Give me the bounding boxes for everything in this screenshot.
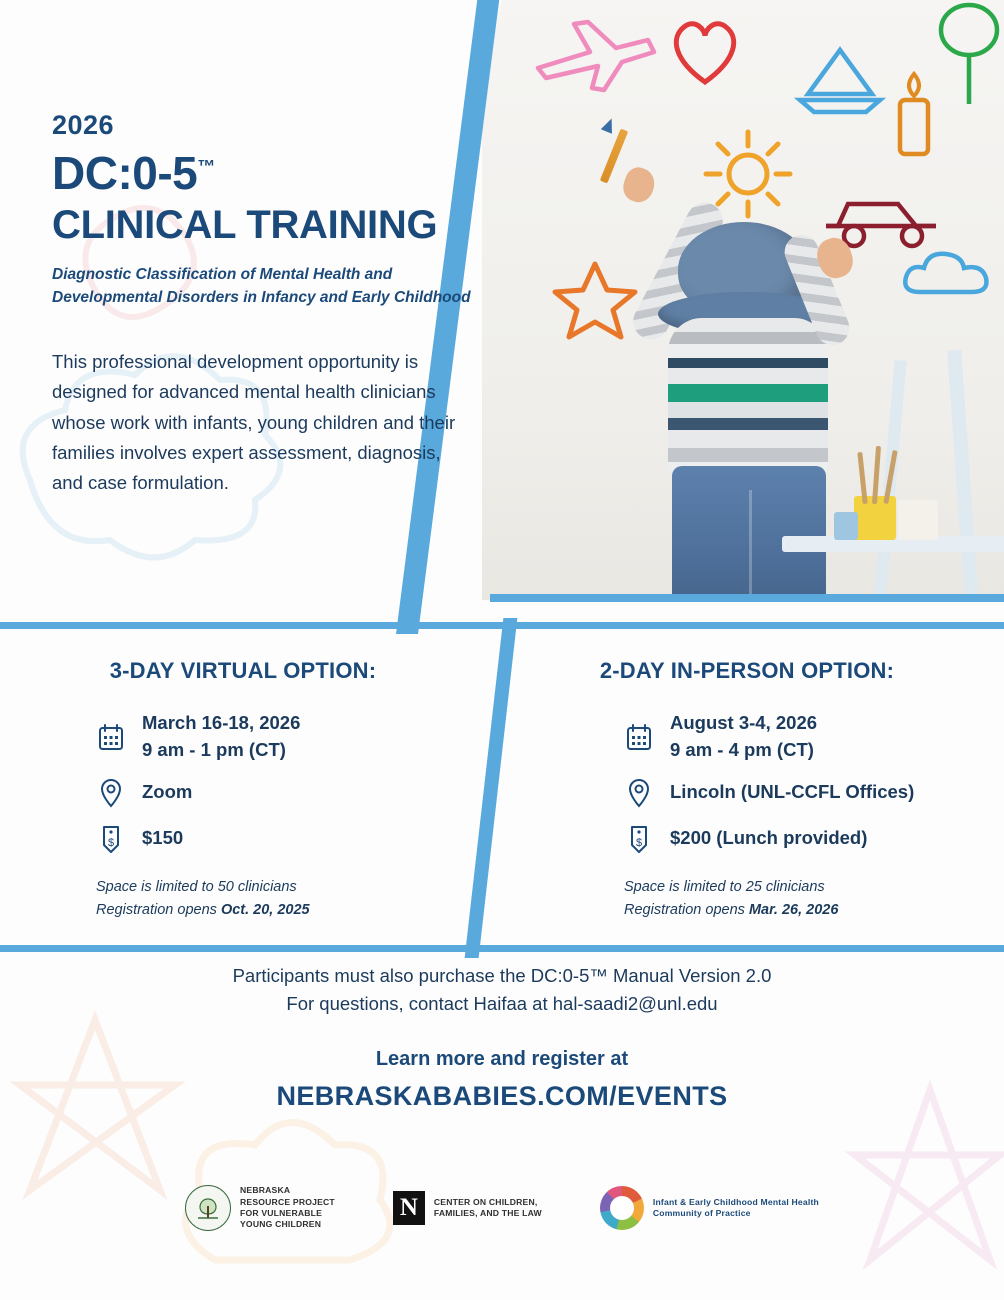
descriptive-subtitle bbox=[52, 264, 472, 309]
logo-text bbox=[653, 1197, 819, 1220]
band-bottom-rule bbox=[0, 945, 1004, 952]
tree-doodle bbox=[934, 0, 1004, 110]
option-registration-note bbox=[624, 899, 982, 922]
option-time-line: 9 am - 4 pm (CT) bbox=[670, 738, 814, 760]
center-on-children-families-and-the-law-logo bbox=[393, 1191, 542, 1225]
option-date-row bbox=[96, 710, 478, 764]
option-location-row bbox=[96, 776, 478, 810]
year-label: 2026 bbox=[52, 110, 115, 140]
option-price-text: $150 bbox=[142, 827, 184, 849]
svg-text:$: $ bbox=[635, 836, 643, 849]
registration-date: Mar. 26, 2026 bbox=[748, 902, 839, 919]
option-card-virtual bbox=[8, 658, 478, 923]
logo-row bbox=[0, 1185, 1004, 1231]
registration-date: Oct. 20, 2025 bbox=[220, 902, 310, 919]
child-drawing-on-wall-photo bbox=[482, 0, 1004, 600]
logo-line-2: RESOURCE PROJECT bbox=[240, 1196, 335, 1207]
logo-text bbox=[240, 1185, 335, 1230]
option-date-text bbox=[142, 710, 300, 764]
tree-seal-icon bbox=[185, 1185, 231, 1231]
location-pin-icon bbox=[624, 776, 654, 810]
candle-doodle bbox=[890, 68, 938, 160]
subtitle-line-2: Developmental Disorders in Infancy and Early Childhood bbox=[52, 288, 471, 306]
logo-line-1: NEBRASKA bbox=[240, 1185, 291, 1196]
option-location-row bbox=[624, 776, 982, 810]
option-fineprint bbox=[512, 876, 982, 923]
option-card-in-person bbox=[512, 658, 982, 923]
option-price-row bbox=[96, 822, 478, 856]
logo-line-1: Infant & Early Childhood Mental Health bbox=[652, 1196, 819, 1207]
option-time-line: 9 am - 1 pm (CT) bbox=[142, 738, 286, 760]
option-fineprint bbox=[8, 876, 478, 923]
airplane-doodle bbox=[530, 16, 660, 96]
photo-accent-border-bottom bbox=[490, 594, 1004, 602]
logo-line-4: YOUNG CHILDREN bbox=[240, 1219, 322, 1230]
options-band bbox=[0, 622, 1004, 952]
intro-paragraph: This professional development opportunity is designed for advanced mental health clinicians whose work with infants, young children and their families involves expert assessment, diagnosis, and case formulation. bbox=[52, 351, 456, 493]
footer-section bbox=[0, 962, 1004, 1112]
option-registration-note bbox=[96, 899, 478, 922]
paint-cup-blue bbox=[834, 512, 858, 540]
trademark-symbol: ™ bbox=[197, 156, 215, 177]
price-tag-icon bbox=[624, 822, 654, 856]
calendar-icon bbox=[624, 720, 654, 754]
hero-text-column bbox=[52, 110, 472, 498]
page-title bbox=[52, 149, 472, 197]
option-date-text bbox=[670, 710, 817, 764]
logo-line-2: FAMILIES, AND THE LAW bbox=[433, 1208, 542, 1218]
logo-line-1: CENTER ON CHILDREN, bbox=[433, 1196, 538, 1207]
star-doodle bbox=[552, 258, 638, 344]
paint-cup-white bbox=[898, 500, 938, 540]
page-subtitle-heading: CLINICAL TRAINING bbox=[52, 203, 438, 248]
iecmh-community-of-practice-logo bbox=[600, 1186, 819, 1230]
hero-section bbox=[0, 0, 1004, 622]
option-date-line1: March 16-18, 2026 bbox=[142, 712, 301, 733]
registration-url[interactable]: NEBRASKABABIES.COM/EVENTS bbox=[276, 1081, 728, 1112]
option-capacity-note: Space is limited to 50 clinicians bbox=[96, 878, 297, 895]
nebraska-resource-project-logo bbox=[185, 1185, 335, 1231]
logo-line-2: Community of Practice bbox=[652, 1208, 751, 1218]
color-ring-icon bbox=[600, 1186, 644, 1230]
price-tag-icon bbox=[96, 822, 126, 856]
svg-text:$: $ bbox=[107, 836, 115, 849]
option-location-text: Zoom bbox=[142, 781, 193, 803]
heart-doodle bbox=[666, 16, 744, 88]
option-date-line1: August 3-4, 2026 bbox=[670, 712, 818, 733]
logo-text bbox=[434, 1197, 542, 1220]
sailboat-doodle bbox=[794, 44, 886, 116]
registration-label: Registration opens bbox=[96, 902, 221, 919]
option-title: 2-DAY IN-PERSON OPTION: bbox=[599, 658, 895, 683]
child-jeans bbox=[672, 466, 826, 600]
option-date-row bbox=[624, 710, 982, 764]
logo-line-3: FOR VULNERABLE bbox=[240, 1208, 323, 1218]
option-price-text: $200 (Lunch provided) bbox=[670, 827, 868, 849]
registration-label: Registration opens bbox=[624, 902, 749, 919]
title-main-text: DC:0-5 bbox=[52, 147, 198, 199]
subtitle-line-1: Diagnostic Classification of Mental Health and bbox=[52, 266, 393, 284]
location-pin-icon bbox=[96, 776, 126, 810]
cloud-doodle bbox=[900, 248, 996, 306]
option-price-row bbox=[624, 822, 982, 856]
option-title: 3-DAY VIRTUAL OPTION: bbox=[109, 658, 377, 683]
learn-more-label: Learn more and register at bbox=[375, 1048, 629, 1071]
unl-n-icon: N bbox=[393, 1191, 425, 1225]
child-striped-shirt bbox=[668, 318, 828, 476]
option-capacity-note: Space is limited to 25 clinicians bbox=[624, 878, 825, 895]
manual-purchase-note: Participants must also purchase the DC:0-5™ Manual Version 2.0 bbox=[232, 965, 772, 986]
contact-note: For questions, contact Haifaa at hal-saadi2@unl.edu bbox=[286, 993, 718, 1015]
calendar-icon bbox=[96, 720, 126, 754]
option-location-text: Lincoln (UNL-CCFL Offices) bbox=[670, 781, 915, 803]
